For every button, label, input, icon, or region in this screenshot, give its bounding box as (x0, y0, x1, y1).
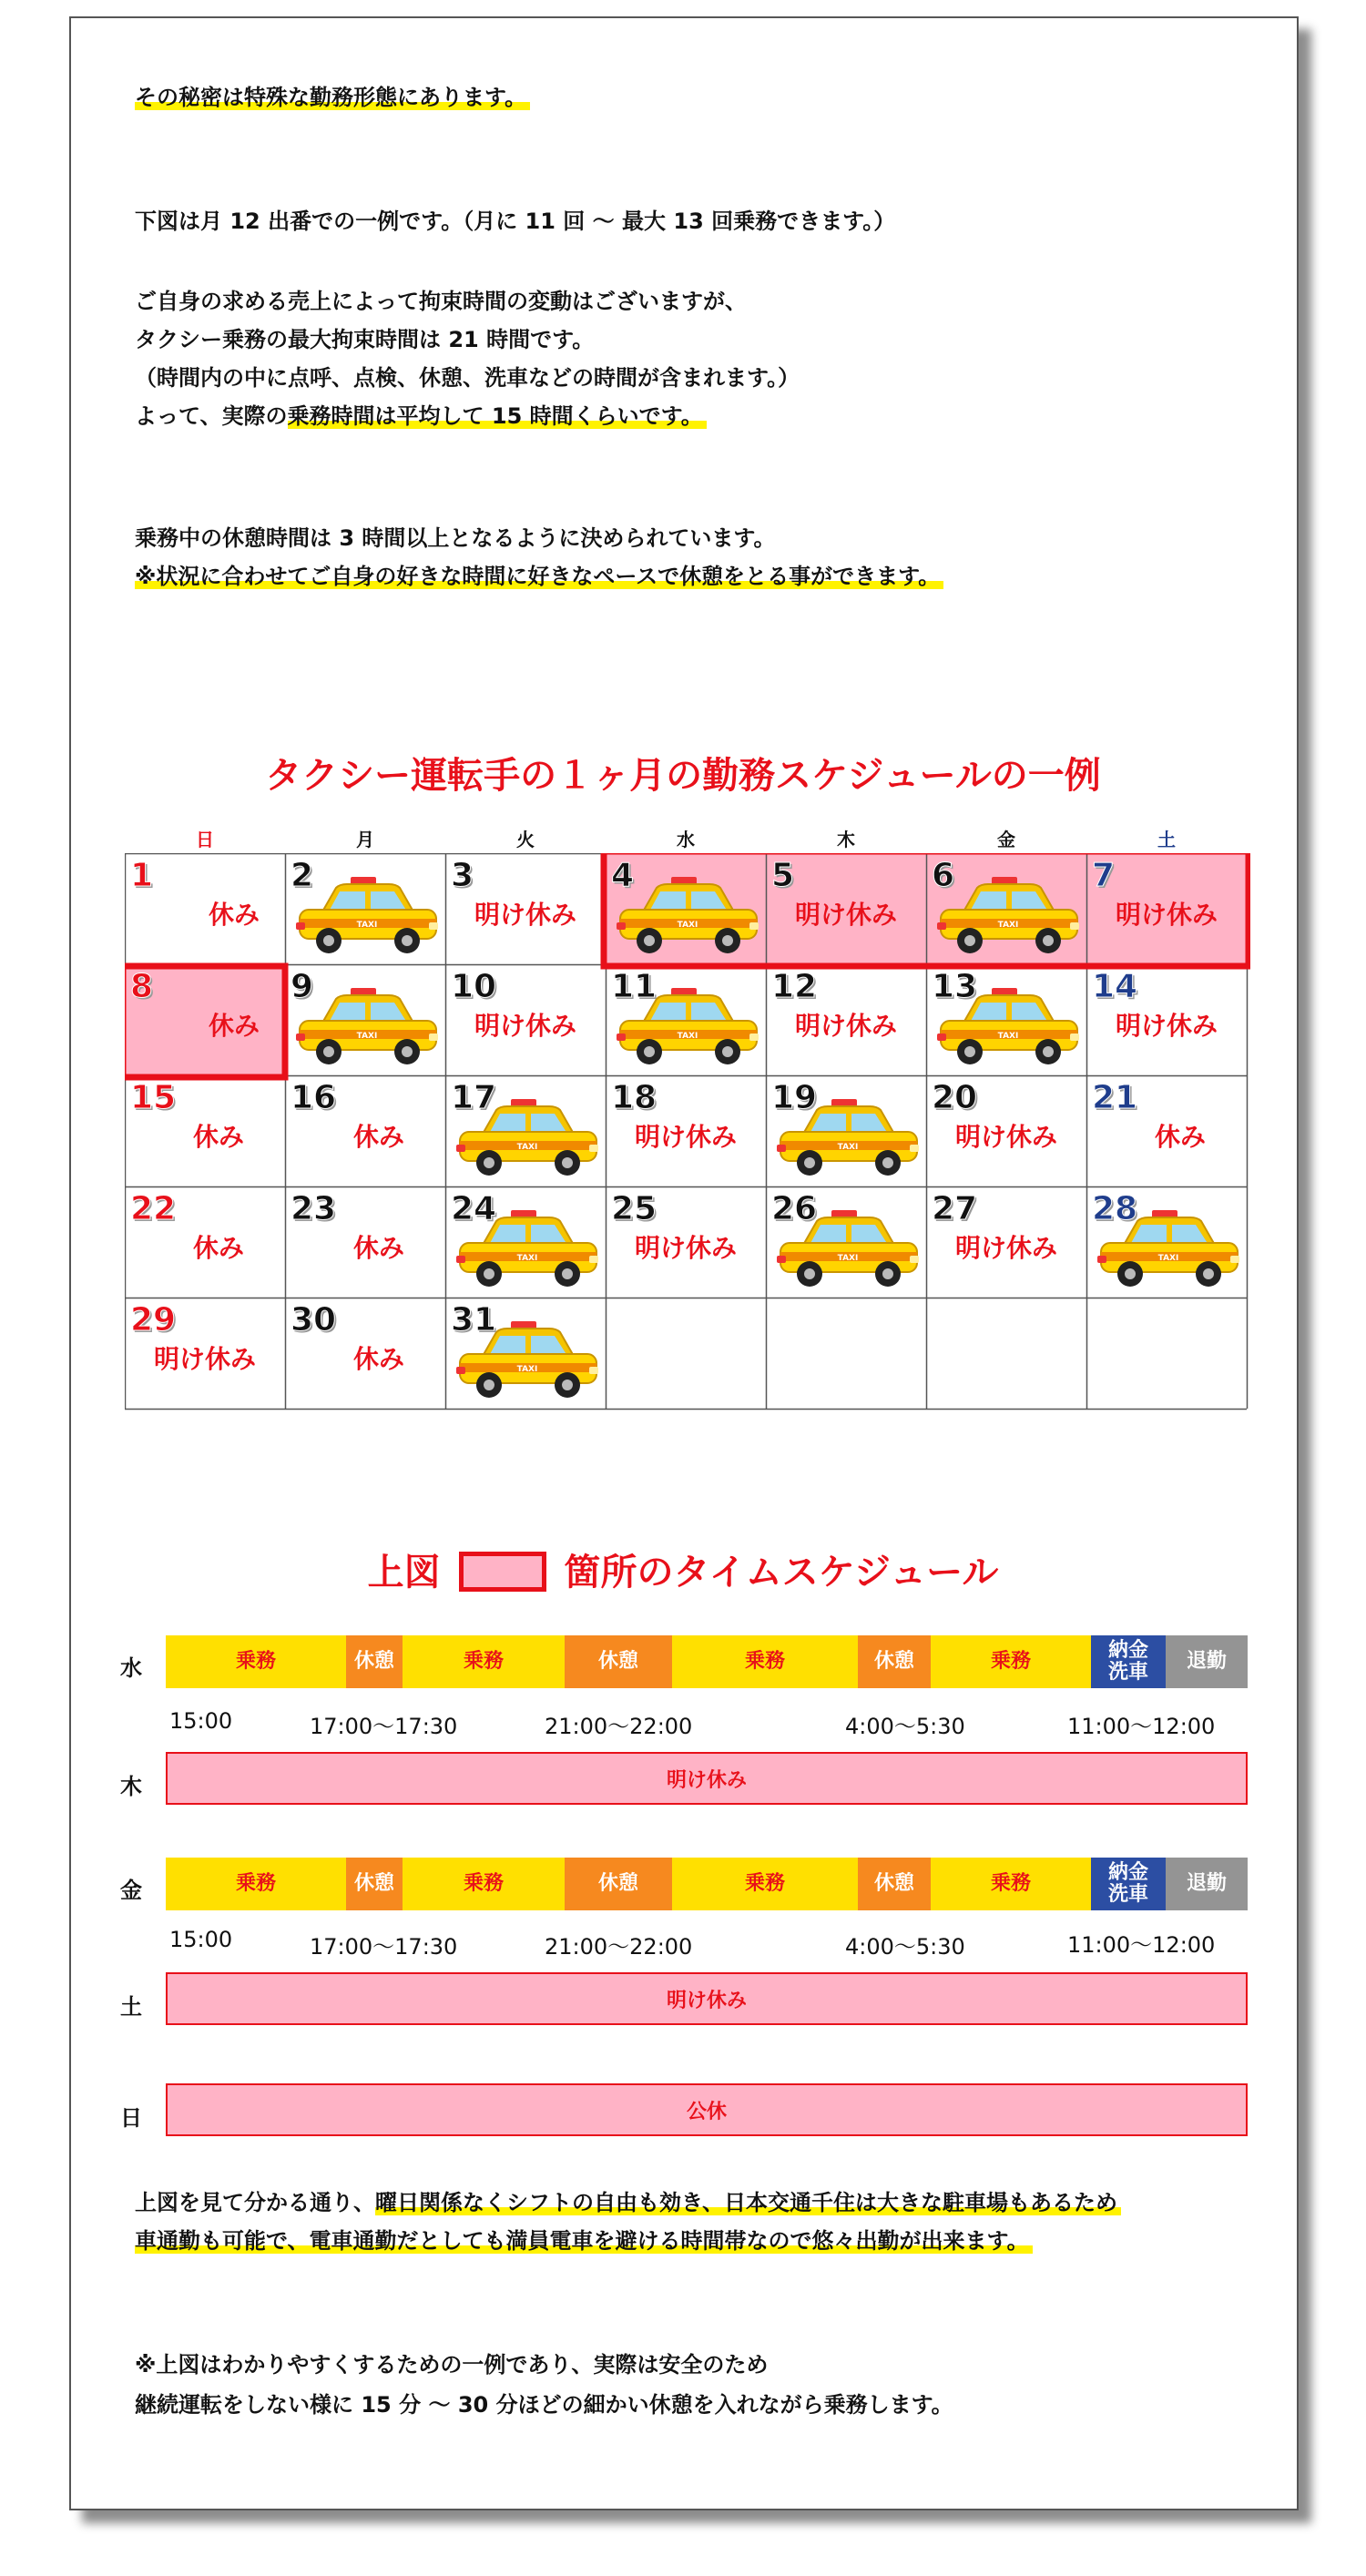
day-number: 2 (291, 857, 314, 894)
day-number: 15 (130, 1079, 177, 1116)
frame-marker-icon (459, 1552, 546, 1592)
day-number: 4 (611, 857, 635, 894)
day-number: 27 (932, 1190, 978, 1227)
day-status: 明け休み (794, 900, 897, 930)
day-number: 1 (130, 857, 154, 894)
day-number: 10 (451, 968, 497, 1005)
row-label-thu: 木 (120, 1774, 142, 1799)
intro-line-8-text: ※状況に合わせてご自身の好きな時間に好きなペースで休憩をとる事ができます。 (135, 564, 943, 589)
day-status: 休み (352, 1344, 404, 1374)
day-number: 16 (291, 1079, 337, 1116)
day-status: 休み (208, 900, 260, 930)
segment-break: 休憩 (346, 1858, 403, 1910)
calendar-grid-lines (125, 853, 1250, 1414)
day-number: 13 (932, 968, 978, 1005)
day-status: 明け休み (954, 1233, 1057, 1263)
day-status: 明け休み (794, 1011, 897, 1041)
day-status: 明け休み (634, 1122, 737, 1152)
time-label: 11:00〜12:00 (1067, 1714, 1216, 1739)
weekday-2: 火 (516, 829, 535, 850)
svg-text:TAXI: TAXI (837, 1143, 859, 1152)
outro-line-2 (135, 2227, 1033, 2255)
day-status: 休み (208, 1011, 260, 1041)
day-number: 6 (932, 857, 955, 894)
svg-text:TAXI: TAXI (997, 921, 1019, 930)
intro-line-4: タクシー乗務の最大拘束時間は 21 時間です。 (135, 327, 595, 352)
weekday-4: 木 (837, 829, 855, 850)
day-number: 3 (451, 857, 474, 894)
weekday-6: 土 (1157, 829, 1176, 850)
outro-line-2-text: 車通勤も可能で、電車通勤だとしても満員電車を避ける時間帯なので悠々出勤が出来ます。 (135, 2228, 1033, 2254)
intro-line-7: 乗務中の休憩時間は 3 時間以上となるように決められています。 (135, 525, 776, 551)
outro-line-3: ※上図はわかりやすくするための一例であり、実際は安全のため (135, 2352, 769, 2377)
day-status: 明け休み (474, 1011, 576, 1041)
intro-line-6a: よって、実際の (135, 403, 288, 429)
day-number: 12 (771, 968, 818, 1005)
timeline-title-b: 箇所のタイムスケジュール (564, 1552, 999, 1593)
segment-drive: 乗務 (166, 1635, 346, 1688)
intro-line-8 (135, 563, 943, 590)
segment-drive: 乗務 (931, 1858, 1091, 1910)
svg-text:TAXI: TAXI (356, 1032, 378, 1041)
row-label-sat: 土 (120, 1994, 142, 2020)
segment-break: 休憩 (346, 1635, 403, 1688)
intro-line-6 (135, 402, 707, 430)
day-number: 22 (130, 1190, 177, 1227)
segment-leave: 退勤 (1166, 1635, 1248, 1688)
segment-drive: 乗務 (931, 1635, 1091, 1688)
svg-text:TAXI: TAXI (1157, 1254, 1179, 1263)
day-number: 19 (771, 1079, 818, 1116)
intro-line-1-text: その秘密は特殊な勤務形態にあります。 (135, 85, 530, 110)
outro-line-1a: 上図を見て分かる通り、 (135, 2190, 375, 2215)
shift-bar-wed (166, 1635, 1248, 1688)
time-label: 17:00〜17:30 (310, 1714, 458, 1739)
weekday-3: 水 (677, 829, 695, 850)
timeline-title (0, 1543, 1366, 1595)
svg-text:TAXI: TAXI (356, 921, 378, 930)
time-label: 4:00〜5:30 (845, 1934, 965, 1960)
svg-text:TAXI: TAXI (677, 921, 698, 930)
outro-line-1 (135, 2189, 1121, 2216)
svg-text:TAXI: TAXI (677, 1032, 698, 1041)
day-status: 明け休み (634, 1233, 737, 1263)
time-label: 21:00〜22:00 (545, 1934, 693, 1960)
calendar-grid (125, 853, 1247, 1412)
day-status: 明け休み (474, 900, 576, 930)
day-number: 14 (1092, 968, 1138, 1005)
day-status: 休み (192, 1233, 244, 1263)
day-number: 8 (130, 968, 154, 1005)
day-number: 7 (1092, 857, 1116, 894)
weekday-1: 月 (356, 829, 374, 850)
intro-line-5: （時間内の中に点呼、点検、休憩、洗車などの時間が含まれます。） (135, 365, 800, 391)
row-label-sun: 日 (120, 2105, 142, 2131)
day-number: 5 (771, 857, 795, 894)
day-number: 11 (611, 968, 658, 1005)
time-label: 15:00 (169, 1708, 233, 1734)
svg-text:TAXI: TAXI (837, 1254, 859, 1263)
calendar-title: タクシー運転手の１ヶ月の勤務スケジュールの一例 (265, 755, 1101, 797)
segment-drive: 乗務 (403, 1858, 565, 1910)
day-number: 26 (771, 1190, 818, 1227)
segment-break: 休憩 (565, 1858, 672, 1910)
timeline-title-a: 上図 (367, 1552, 441, 1593)
day-off-bar-thu: 明け休み (166, 1752, 1248, 1805)
row-label-wed: 水 (120, 1655, 142, 1681)
segment-break: 休憩 (858, 1858, 931, 1910)
segment-deposit-wash: 納金 洗車 (1091, 1858, 1166, 1910)
day-status: 休み (352, 1233, 404, 1263)
day-number: 21 (1092, 1079, 1138, 1116)
segment-leave: 退勤 (1166, 1858, 1248, 1910)
intro-line-2: 下図は月 12 出番での一例です。（月に 11 回 〜 最大 13 回乗務できます。） (135, 209, 896, 234)
segment-break: 休憩 (858, 1635, 931, 1688)
segment-deposit-wash: 納金 洗車 (1091, 1635, 1166, 1688)
time-label: 21:00〜22:00 (545, 1714, 693, 1739)
day-number: 9 (291, 968, 314, 1005)
segment-drive: 乗務 (403, 1635, 565, 1688)
svg-text:TAXI: TAXI (516, 1365, 538, 1374)
svg-text:TAXI: TAXI (516, 1254, 538, 1263)
row-label-fri: 金 (120, 1878, 142, 1903)
day-number: 18 (611, 1079, 658, 1116)
day-status: 休み (192, 1122, 244, 1152)
time-label: 4:00〜5:30 (845, 1714, 965, 1739)
intro-line-1 (135, 84, 530, 111)
time-label: 11:00〜12:00 (1067, 1932, 1216, 1958)
outro-line-4: 継続運転をしない様に 15 分 〜 30 分ほどの細かい休憩を入れながら乗務します。 (135, 2392, 953, 2418)
day-number: 24 (451, 1190, 497, 1227)
day-status: 明け休み (954, 1122, 1057, 1152)
day-number: 30 (291, 1301, 337, 1339)
weekday-0: 日 (196, 829, 214, 850)
weekday-5: 金 (997, 829, 1015, 850)
day-status: 休み (1154, 1122, 1206, 1152)
time-label: 15:00 (169, 1927, 233, 1952)
svg-text:TAXI: TAXI (516, 1143, 538, 1152)
segment-drive: 乗務 (166, 1858, 346, 1910)
outro-line-1b: 曜日関係なくシフトの自由も効き、日本交通千住は大きな駐車場もあるため (375, 2190, 1121, 2215)
day-number: 25 (611, 1190, 658, 1227)
day-number: 20 (932, 1079, 978, 1116)
day-status: 休み (352, 1122, 404, 1152)
day-off-bar-sun: 公休 (166, 2083, 1248, 2136)
day-number: 23 (291, 1190, 337, 1227)
intro-line-3: ご自身の求める売上によって拘束時間の変動はございますが、 (135, 289, 747, 314)
svg-text:TAXI: TAXI (997, 1032, 1019, 1041)
day-number: 28 (1092, 1190, 1138, 1227)
segment-drive: 乗務 (672, 1858, 858, 1910)
intro-line-6b: 乗務時間は平均して 15 時間くらいです。 (288, 403, 707, 429)
day-off-bar-sat: 明け休み (166, 1972, 1248, 2025)
day-number: 31 (451, 1301, 497, 1339)
segment-break: 休憩 (565, 1635, 672, 1688)
day-number: 17 (451, 1079, 497, 1116)
time-label: 17:00〜17:30 (310, 1934, 458, 1960)
day-number: 29 (130, 1301, 177, 1339)
day-status: 明け休み (1115, 900, 1218, 930)
day-status: 明け休み (153, 1344, 256, 1374)
day-status: 明け休み (1115, 1011, 1218, 1041)
segment-drive: 乗務 (672, 1635, 858, 1688)
shift-bar-fri (166, 1858, 1248, 1910)
